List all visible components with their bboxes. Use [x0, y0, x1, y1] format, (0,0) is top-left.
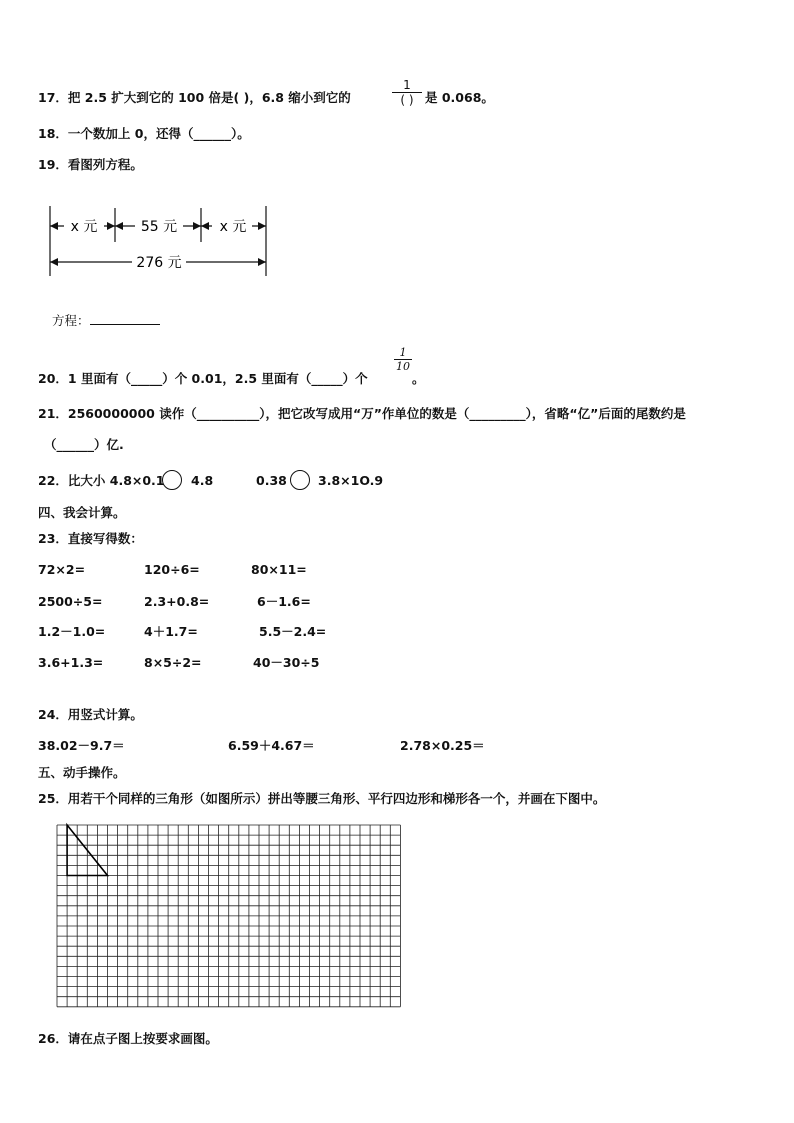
q20-stem: 20．1 里面有（_____）个 0.01，2.5 里面有（_____）个 [38, 371, 368, 386]
q21-line1: 21．2560000000 读作（__________），把它改写成用“万”作单位的数是（_________），省略“亿”后面的尾数约是 [38, 406, 686, 421]
section-5-heading: 五、动手操作。 [38, 765, 126, 780]
section-4-heading: 四、我会计算。 [38, 505, 126, 520]
calc-1-3: 80×11= [251, 562, 307, 577]
calc-3-3: 5.5－2.4= [259, 624, 327, 639]
vertical-calc-3: 2.78×0.25＝ [400, 738, 485, 753]
calc-4-1: 3.6+1.3= [38, 655, 104, 670]
q18-text: 18．一个数加上 0，还得（______）。 [38, 126, 250, 141]
q25-text: 25．用若干个同样的三角形（如图所示）拼出等腰三角形、平行四边形和梯形各一个，并画在下图中。 [38, 791, 606, 806]
seg-right-label: x 元 [219, 219, 247, 235]
calc-1-2: 120÷6= [144, 562, 200, 577]
q17-tail: 是 0.068。 [425, 90, 494, 105]
q22-a-right: 4.8 [191, 473, 214, 488]
calc-4-2: 8×5÷2= [144, 655, 202, 670]
calc-1-1: 72×2= [38, 562, 86, 577]
calc-3-1: 1.2－1.0= [38, 624, 106, 639]
equation-label: 方程： [52, 313, 90, 328]
calc-3-2: 4＋1.7= [144, 624, 198, 639]
q20-fraction [394, 346, 412, 373]
compare-circle-b[interactable] [290, 470, 310, 490]
drawing-grid[interactable] [50, 820, 402, 1014]
q22-label: 22．比大小 4.8×0.1 [38, 473, 165, 488]
calc-2-1: 2500÷5= [38, 594, 103, 609]
seg-total-label: 276 元 [136, 255, 182, 271]
q17-fraction-num: 1 [403, 78, 411, 92]
vertical-calc-2: 6.59＋4.67＝ [228, 738, 315, 753]
equation-blank[interactable] [90, 312, 160, 325]
q20-tail: 。 [412, 371, 425, 386]
q20-fraction-den: 10 [396, 360, 410, 373]
q22-b-left: 0.38 [256, 473, 287, 488]
q19-title: 19．看图列方程。 [38, 157, 143, 172]
q22-b-right: 3.8×1O.9 [318, 473, 384, 488]
seg-left-label: x 元 [70, 219, 98, 235]
q24-title: 24．用竖式计算。 [38, 707, 143, 722]
q26-text: 26．请在点子图上按要求画图。 [38, 1031, 218, 1046]
vertical-calc-1: 38.02－9.7＝ [38, 738, 125, 753]
equation-line [52, 312, 160, 329]
seg-mid-label: 55 元 [140, 219, 178, 235]
q17-stem: 17．把 2.5 扩大到它的 100 倍是( )，6.8 缩小到它的 [38, 90, 351, 105]
q21-line2: （______）亿. [44, 437, 124, 452]
q23-title: 23．直接写得数： [38, 531, 143, 546]
q17-fraction [392, 78, 422, 107]
calc-2-3: 6－1.6= [257, 594, 311, 609]
q20-fraction-num: 1 [399, 346, 407, 359]
segment-diagram [40, 200, 280, 282]
q17-fraction-den: ( ) [392, 92, 422, 107]
calc-4-3: 40－30÷5 [253, 655, 320, 670]
calc-2-2: 2.3+0.8= [144, 594, 210, 609]
compare-circle-a[interactable] [162, 470, 182, 490]
q17-text [38, 90, 351, 106]
